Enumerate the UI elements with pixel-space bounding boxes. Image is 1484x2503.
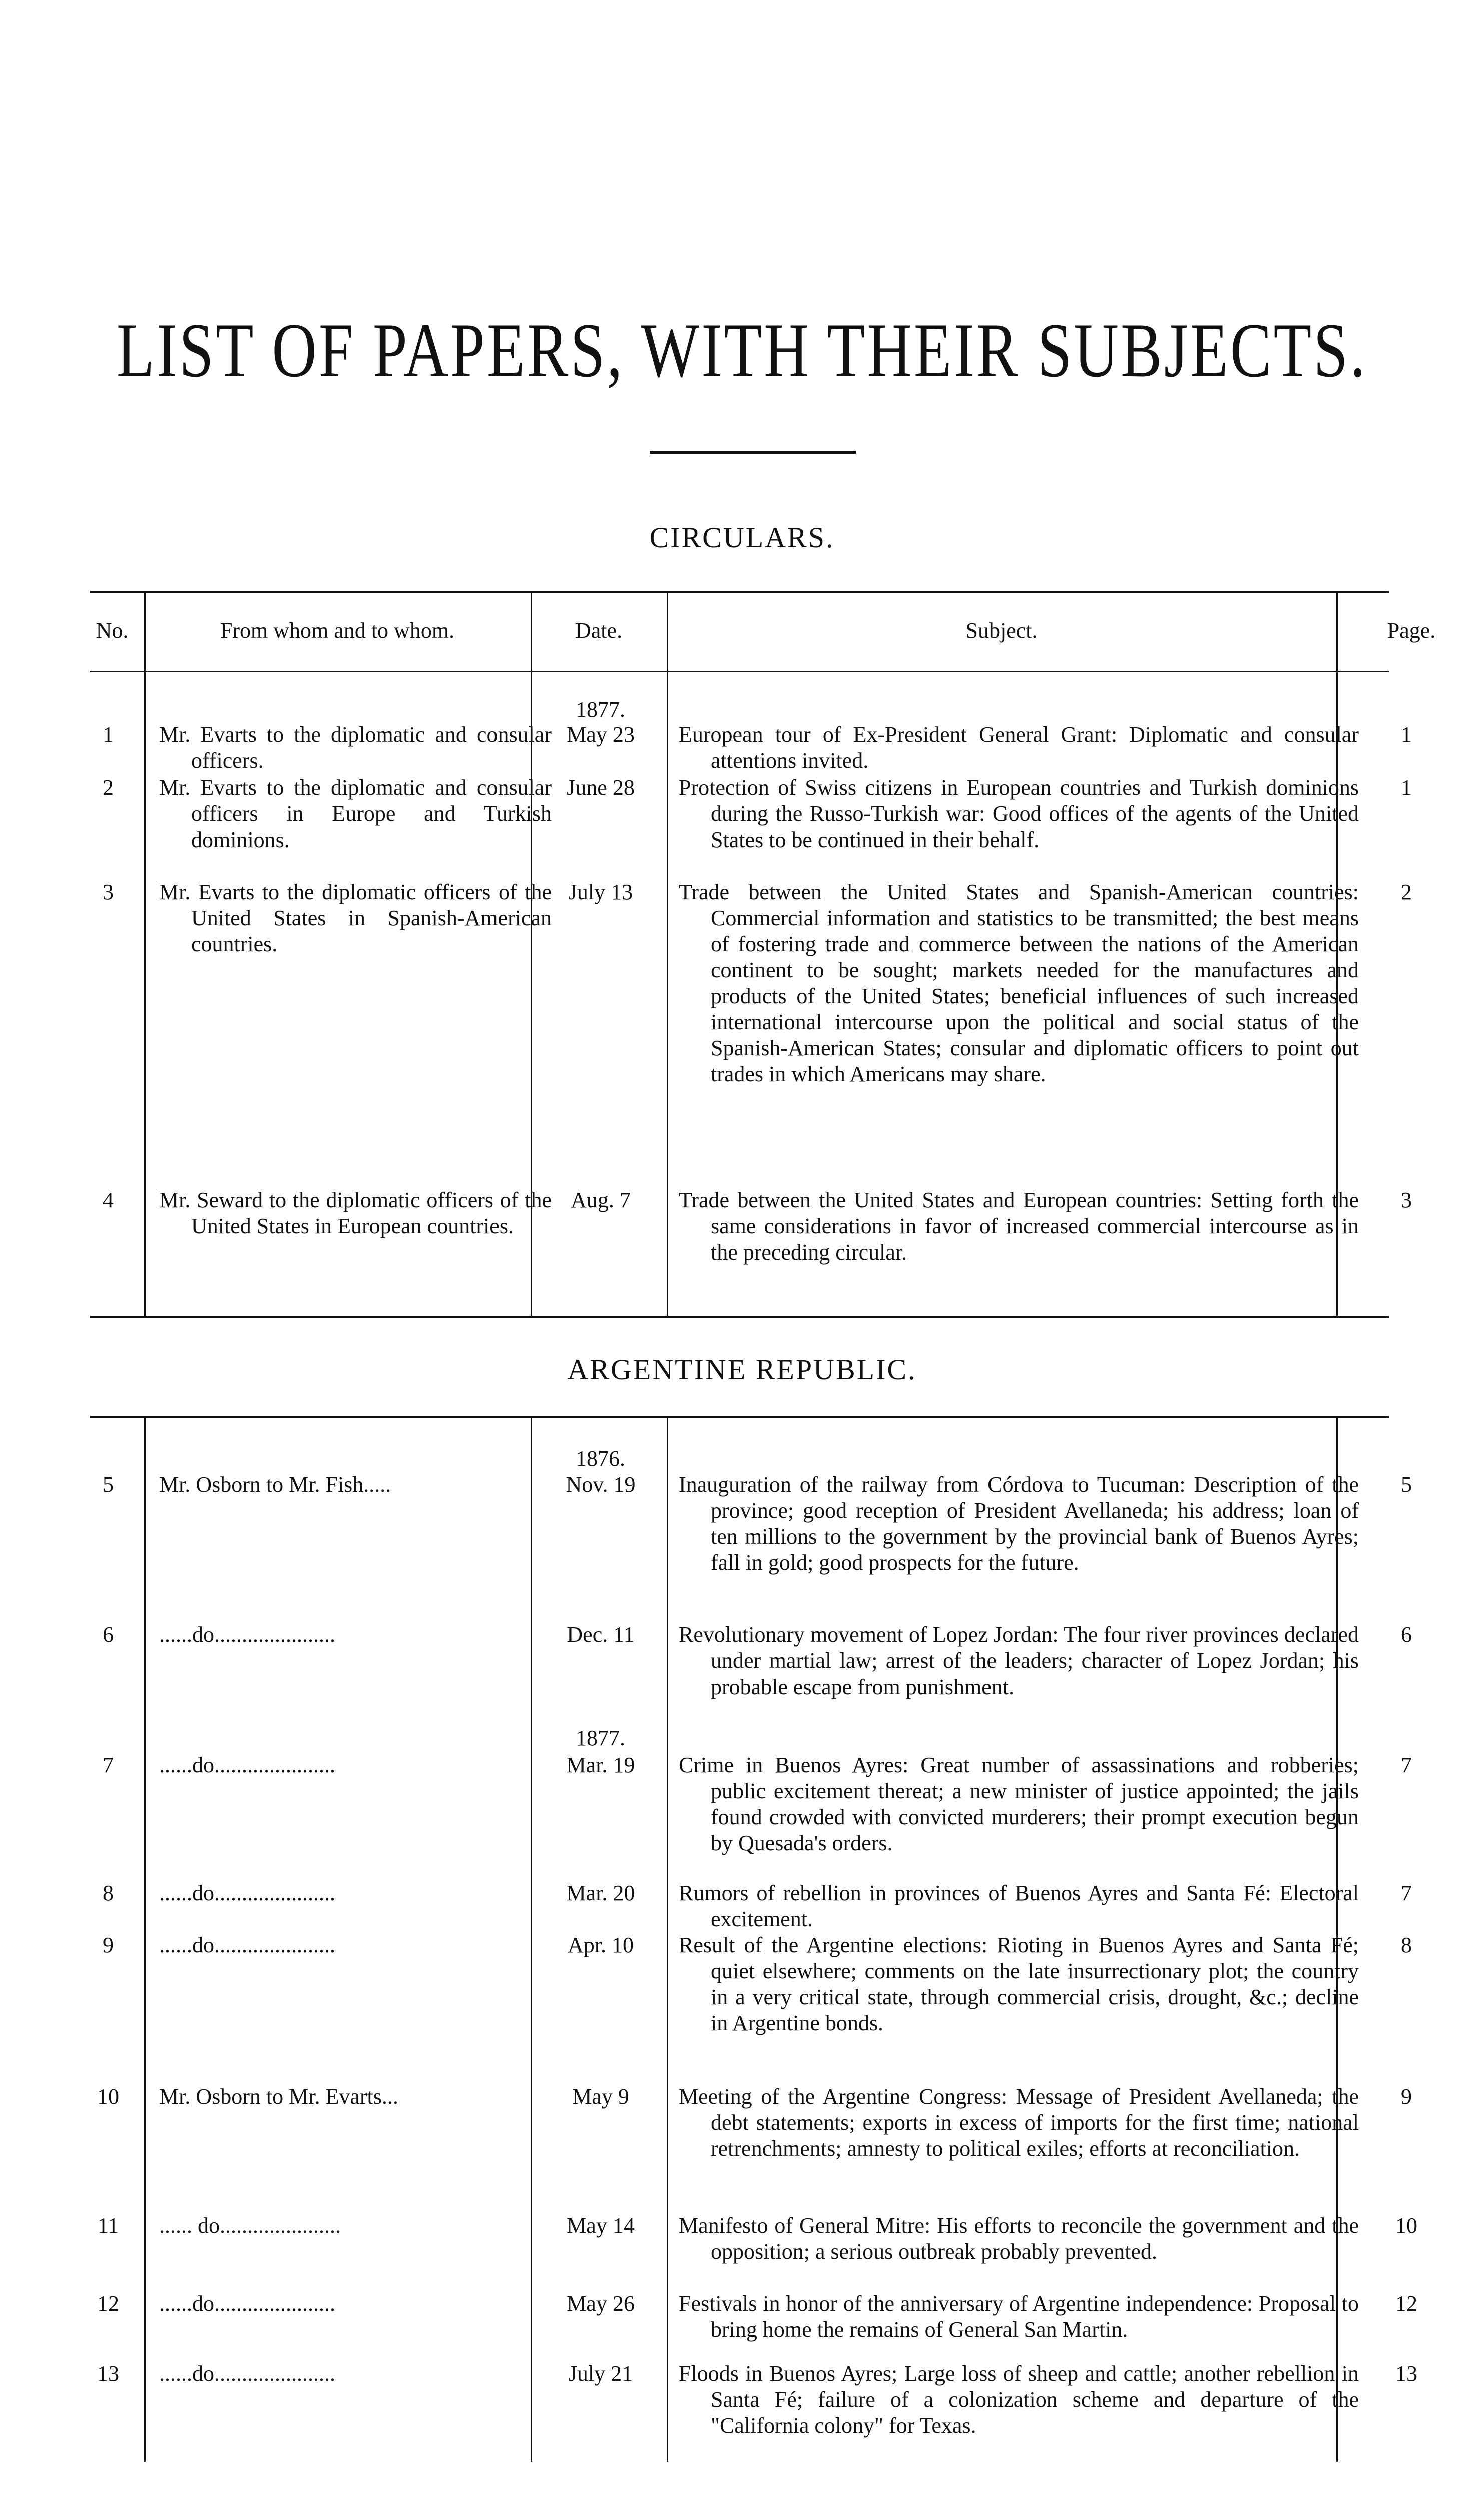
row-page: 7: [1401, 1753, 1412, 1777]
table-top-rule: [90, 1416, 1389, 1418]
header-page: Page.: [1387, 618, 1436, 643]
row-number: 1: [103, 722, 114, 747]
row-number: 3: [103, 880, 114, 904]
row-page: 2: [1401, 880, 1412, 904]
table-top-rule: [90, 591, 1389, 593]
row-subject: Trade between the United States and Spanish-American countries: Commercial information and statistics to be transmitted; the best means of fostering trade and commerce between the nations of the American continent to be sought; markets needed for the manufactures and products of the United States; beneficial influences of such increased international intercourse upon the political and social status of the Spanish-American States; consular and diplomatic officers to point out trades in which Americans may share.: [679, 880, 1359, 1086]
column-divider: [144, 591, 146, 1316]
column-divider: [531, 1416, 532, 2462]
row-page: 10: [1395, 2213, 1417, 2238]
column-divider: [667, 1416, 668, 2462]
row-subject: Protection of Swiss citizens in European countries and Turkish dominions during the Russo-Turkish war: Good offices of the agents of the United States to be continued in their behalf.: [679, 775, 1359, 852]
row-from: ......do......................: [159, 1622, 335, 1647]
row-from: ......do......................: [159, 1881, 335, 1905]
column-divider: [144, 1416, 146, 2462]
row-from: Mr. Evarts to the diplomatic and consular officers.: [159, 722, 552, 773]
row-date: May 14: [567, 2213, 635, 2238]
year-label: 1876.: [576, 1446, 625, 1471]
section-title-argentine-republic: ARGENTINE REPUBLIC.: [567, 1353, 917, 1386]
row-date: May 23: [567, 722, 635, 747]
column-divider: [667, 591, 668, 1316]
header-date: Date.: [575, 618, 623, 643]
row-date: Apr. 10: [568, 1933, 634, 1957]
row-number: 13: [97, 2361, 119, 2386]
row-date: July 13: [568, 880, 633, 904]
row-date: Mar. 20: [566, 1881, 635, 1905]
row-number: 7: [103, 1753, 114, 1777]
row-from: Mr. Osborn to Mr. Fish.....: [159, 1472, 391, 1497]
header-from: From whom and to whom.: [220, 618, 455, 643]
title-rule: [650, 451, 856, 454]
row-subject: Meeting of the Argentine Congress: Message of President Avellaneda; the debt statements; exports in excess of imports for the first time; national retrenchments; amnesty to political exiles; efforts at reconciliation.: [679, 2084, 1359, 2161]
row-page: 3: [1401, 1188, 1412, 1212]
row-page: 8: [1401, 1933, 1412, 1957]
header-subject: Subject.: [965, 618, 1038, 643]
row-from: ......do......................: [159, 1753, 335, 1777]
row-subject: Rumors of rebellion in provinces of Buenos Ayres and Santa Fé: Electoral excitement.: [679, 1881, 1359, 1931]
row-subject: European tour of Ex-President General Grant: Diplomatic and consular attentions invited.: [679, 722, 1359, 773]
row-subject: Revolutionary movement of Lopez Jordan: The four river provinces declared under martial law; arrest of the leaders; character of Lopez Jordan; his probable escape from punishment.: [679, 1622, 1359, 1699]
section-title-circulars: CIRCULARS.: [649, 521, 835, 554]
row-from: ......do......................: [159, 1933, 335, 1957]
row-number: 8: [103, 1881, 114, 1905]
row-number: 9: [103, 1933, 114, 1957]
row-date: May 26: [567, 2291, 635, 2316]
row-number: 12: [97, 2291, 119, 2316]
header-no: No.: [96, 618, 129, 643]
year-label: 1877.: [576, 1726, 625, 1750]
row-date: Aug. 7: [571, 1188, 631, 1212]
row-page: 9: [1401, 2084, 1412, 2109]
row-number: 5: [103, 1472, 114, 1497]
page-title: LIST OF PAPERS, WITH THEIR SUBJECTS.: [116, 307, 1368, 393]
row-date: June 28: [567, 775, 635, 800]
row-date: May 9: [572, 2084, 629, 2109]
row-page: 13: [1395, 2361, 1417, 2386]
row-number: 4: [103, 1188, 114, 1212]
row-subject: Inauguration of the railway from Córdova to Tucuman: Description of the province; good reception of President Avellaneda; his address; loan of ten millions to the government by the provincial bank of Buenos Ayres; fall in gold; good prospects for the future.: [679, 1472, 1359, 1575]
row-page: 7: [1401, 1881, 1412, 1905]
row-page: 1: [1401, 722, 1412, 747]
row-page: 12: [1395, 2291, 1417, 2316]
row-subject: Festivals in honor of the anniversary of Argentine independence: Proposal to bring home the remains of General San Martin.: [679, 2291, 1359, 2342]
row-number: 2: [103, 775, 114, 800]
row-from: ...... do......................: [159, 2213, 341, 2238]
row-date: Mar. 19: [566, 1753, 635, 1777]
row-from: ......do......................: [159, 2361, 335, 2386]
row-number: 11: [97, 2213, 119, 2238]
row-from: Mr. Evarts to the diplomatic officers of the United States in Spanish-American countries.: [159, 880, 552, 956]
table-bottom-rule: [90, 1316, 1389, 1318]
row-number: 6: [103, 1622, 114, 1647]
row-date: July 21: [568, 2361, 633, 2386]
year-label: 1877.: [576, 697, 625, 722]
row-from: Mr. Evarts to the diplomatic and consular officers in Europe and Turkish dominions.: [159, 775, 552, 852]
row-subject: Trade between the United States and European countries: Setting forth the same considerations in favor of increased commercial intercourse as in the preceding circular.: [679, 1188, 1359, 1265]
row-page: 1: [1401, 775, 1412, 800]
row-subject: Crime in Buenos Ayres: Great number of assassinations and robberies; public excitement thereat; a new minister of justice appointed; the jails found crowded with convicted murderers; their prompt execution begun by Quesada's orders.: [679, 1753, 1359, 1855]
row-subject: Result of the Argentine elections: Rioting in Buenos Ayres and Santa Fé; quiet elsewhere; comments on the late insurrectionary plot; the country in a very critical state, through commercial crisis, drought, &c.; decline in Argentine bonds.: [679, 1933, 1359, 2035]
row-from: Mr. Seward to the diplomatic officers of the United States in European countries.: [159, 1188, 552, 1238]
row-page: 6: [1401, 1622, 1412, 1647]
header-rule: [90, 671, 1389, 672]
row-date: Dec. 11: [567, 1622, 635, 1647]
row-page: 5: [1401, 1472, 1412, 1497]
row-from: Mr. Osborn to Mr. Evarts...: [159, 2084, 398, 2109]
row-number: 10: [97, 2084, 119, 2109]
row-from: ......do......................: [159, 2291, 335, 2316]
row-subject: Floods in Buenos Ayres; Large loss of sheep and cattle; another rebellion in Santa Fé; failure of a colonization scheme and departure of the "California colony" for Texas.: [679, 2361, 1359, 2438]
row-date: Nov. 19: [566, 1472, 636, 1497]
row-subject: Manifesto of General Mitre: His efforts to reconcile the government and the opposition; a serious outbreak probably prevented.: [679, 2213, 1359, 2264]
